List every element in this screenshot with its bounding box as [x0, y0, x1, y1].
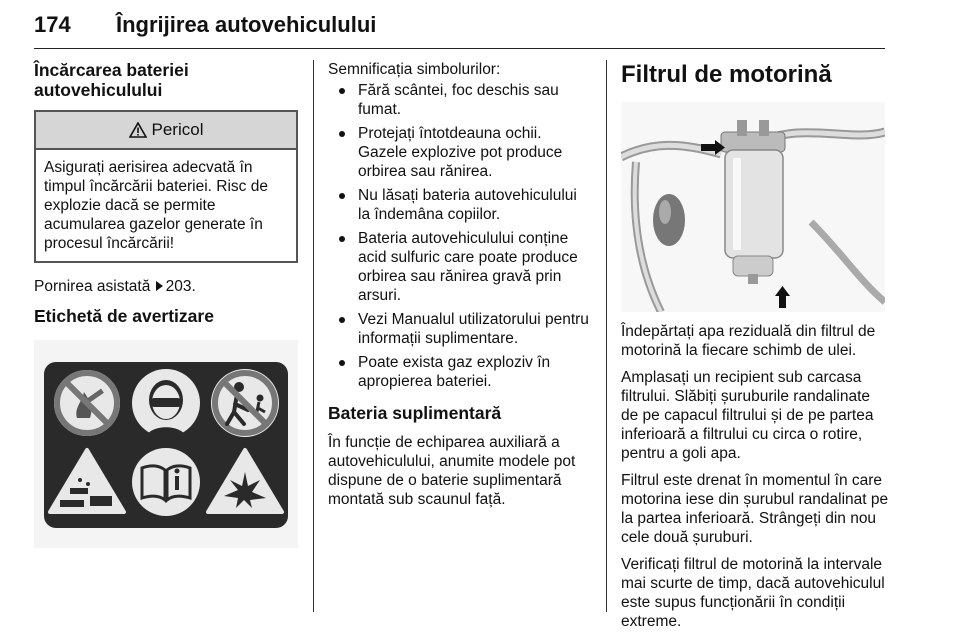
column-right: [621, 60, 889, 631]
jump-start-reference: [34, 277, 298, 296]
section-title-diesel-filter: Filtrul de motorină: [621, 61, 832, 88]
section-title-battery-charging: Încărcarea bateriei autovehiculului: [34, 60, 189, 100]
paragraph: Filtrul este drenat în momentul în care motorina iese din șurubul randalinat pe la partea inferioară. Strângeți din nou cele două șuruburi.: [621, 472, 889, 546]
column-divider-2: [606, 60, 607, 612]
section-title-warning-label: Etichetă de avertizare: [34, 306, 214, 326]
bullet-icon: [339, 360, 345, 366]
warning-label-image: [34, 340, 298, 548]
paragraph: Verificați filtrul de motorină la intervale mai scurte de timp, dacă autovehiculul este supus funcționării în condiții extreme.: [621, 556, 885, 630]
page-number: 174: [34, 12, 71, 37]
jump-start-page[interactable]: 203.: [165, 278, 196, 295]
jump-start-text: Pornirea asistată: [34, 278, 151, 295]
symbol-meaning-list: [328, 81, 590, 391]
list-item: Protejați întotdeauna ochii. Gazele explozive pot produce orbirea sau rănirea.: [328, 124, 590, 181]
bullet-icon: [339, 88, 345, 94]
warning-triangle-icon: [129, 122, 147, 138]
list-item: Poate exista gaz exploziv în apropierea bateriei.: [328, 353, 590, 391]
bullet-icon: [339, 317, 345, 323]
danger-warning-box: [34, 110, 298, 263]
bullet-icon: [339, 236, 345, 242]
warning-header: [36, 112, 296, 150]
diesel-filter-image: [621, 102, 885, 312]
warning-text: Asigurați aerisirea adecvată în timpul încărcării bateriei. Risc de explozie dacă se permite acumularea gazelor generate în procesul încărcării!: [44, 159, 268, 252]
list-item: Bateria autovehiculului conține acid sulfuric care poate produce orbirea sau rănirea gravă prin arsuri.: [328, 229, 590, 305]
running-title: Îngrijirea autovehiculului: [116, 12, 377, 37]
section-title-aux-battery: Bateria suplimentară: [328, 403, 502, 423]
column-left: [34, 60, 298, 548]
list-item: Nu lăsați bateria autovehiculului la îndemâna copiilor.: [328, 186, 590, 224]
column-divider-1: [313, 60, 314, 612]
list-item: Vezi Manualul utilizatorului pentru informații suplimentare.: [328, 310, 590, 348]
symbols-intro: Semnificația simbolurilor:: [328, 61, 501, 78]
no-fire-icon: [53, 369, 121, 437]
read-manual-icon: [132, 448, 200, 516]
cross-reference-icon: [156, 281, 163, 291]
paragraph: Amplasați un recipient sub carcasa filtrului. Slăbiți șuruburile randalinate de pe capacul filtrului și de pe partea inferioară a filtrului cu circa o rotire, pentru a goli apa.: [621, 369, 874, 462]
paragraph: Îndepărtați apa reziduală din filtrul de motorină la fiecare schimb de ulei.: [621, 323, 876, 359]
column-middle: [328, 60, 590, 509]
eye-protection-icon: [132, 369, 200, 437]
list-item: Fără scântei, foc deschis sau fumat.: [328, 81, 590, 119]
bullet-icon: [339, 193, 345, 199]
page-header: [34, 10, 885, 49]
keep-from-children-icon: [211, 369, 279, 437]
aux-battery-text: În funcție de echiparea auxiliară a autovehiculului, anumite modele pot dispune de o baterie suplimentară montată sub scaunul față.: [328, 434, 576, 508]
warning-heading: Pericol: [151, 120, 204, 139]
bullet-icon: [339, 131, 345, 137]
